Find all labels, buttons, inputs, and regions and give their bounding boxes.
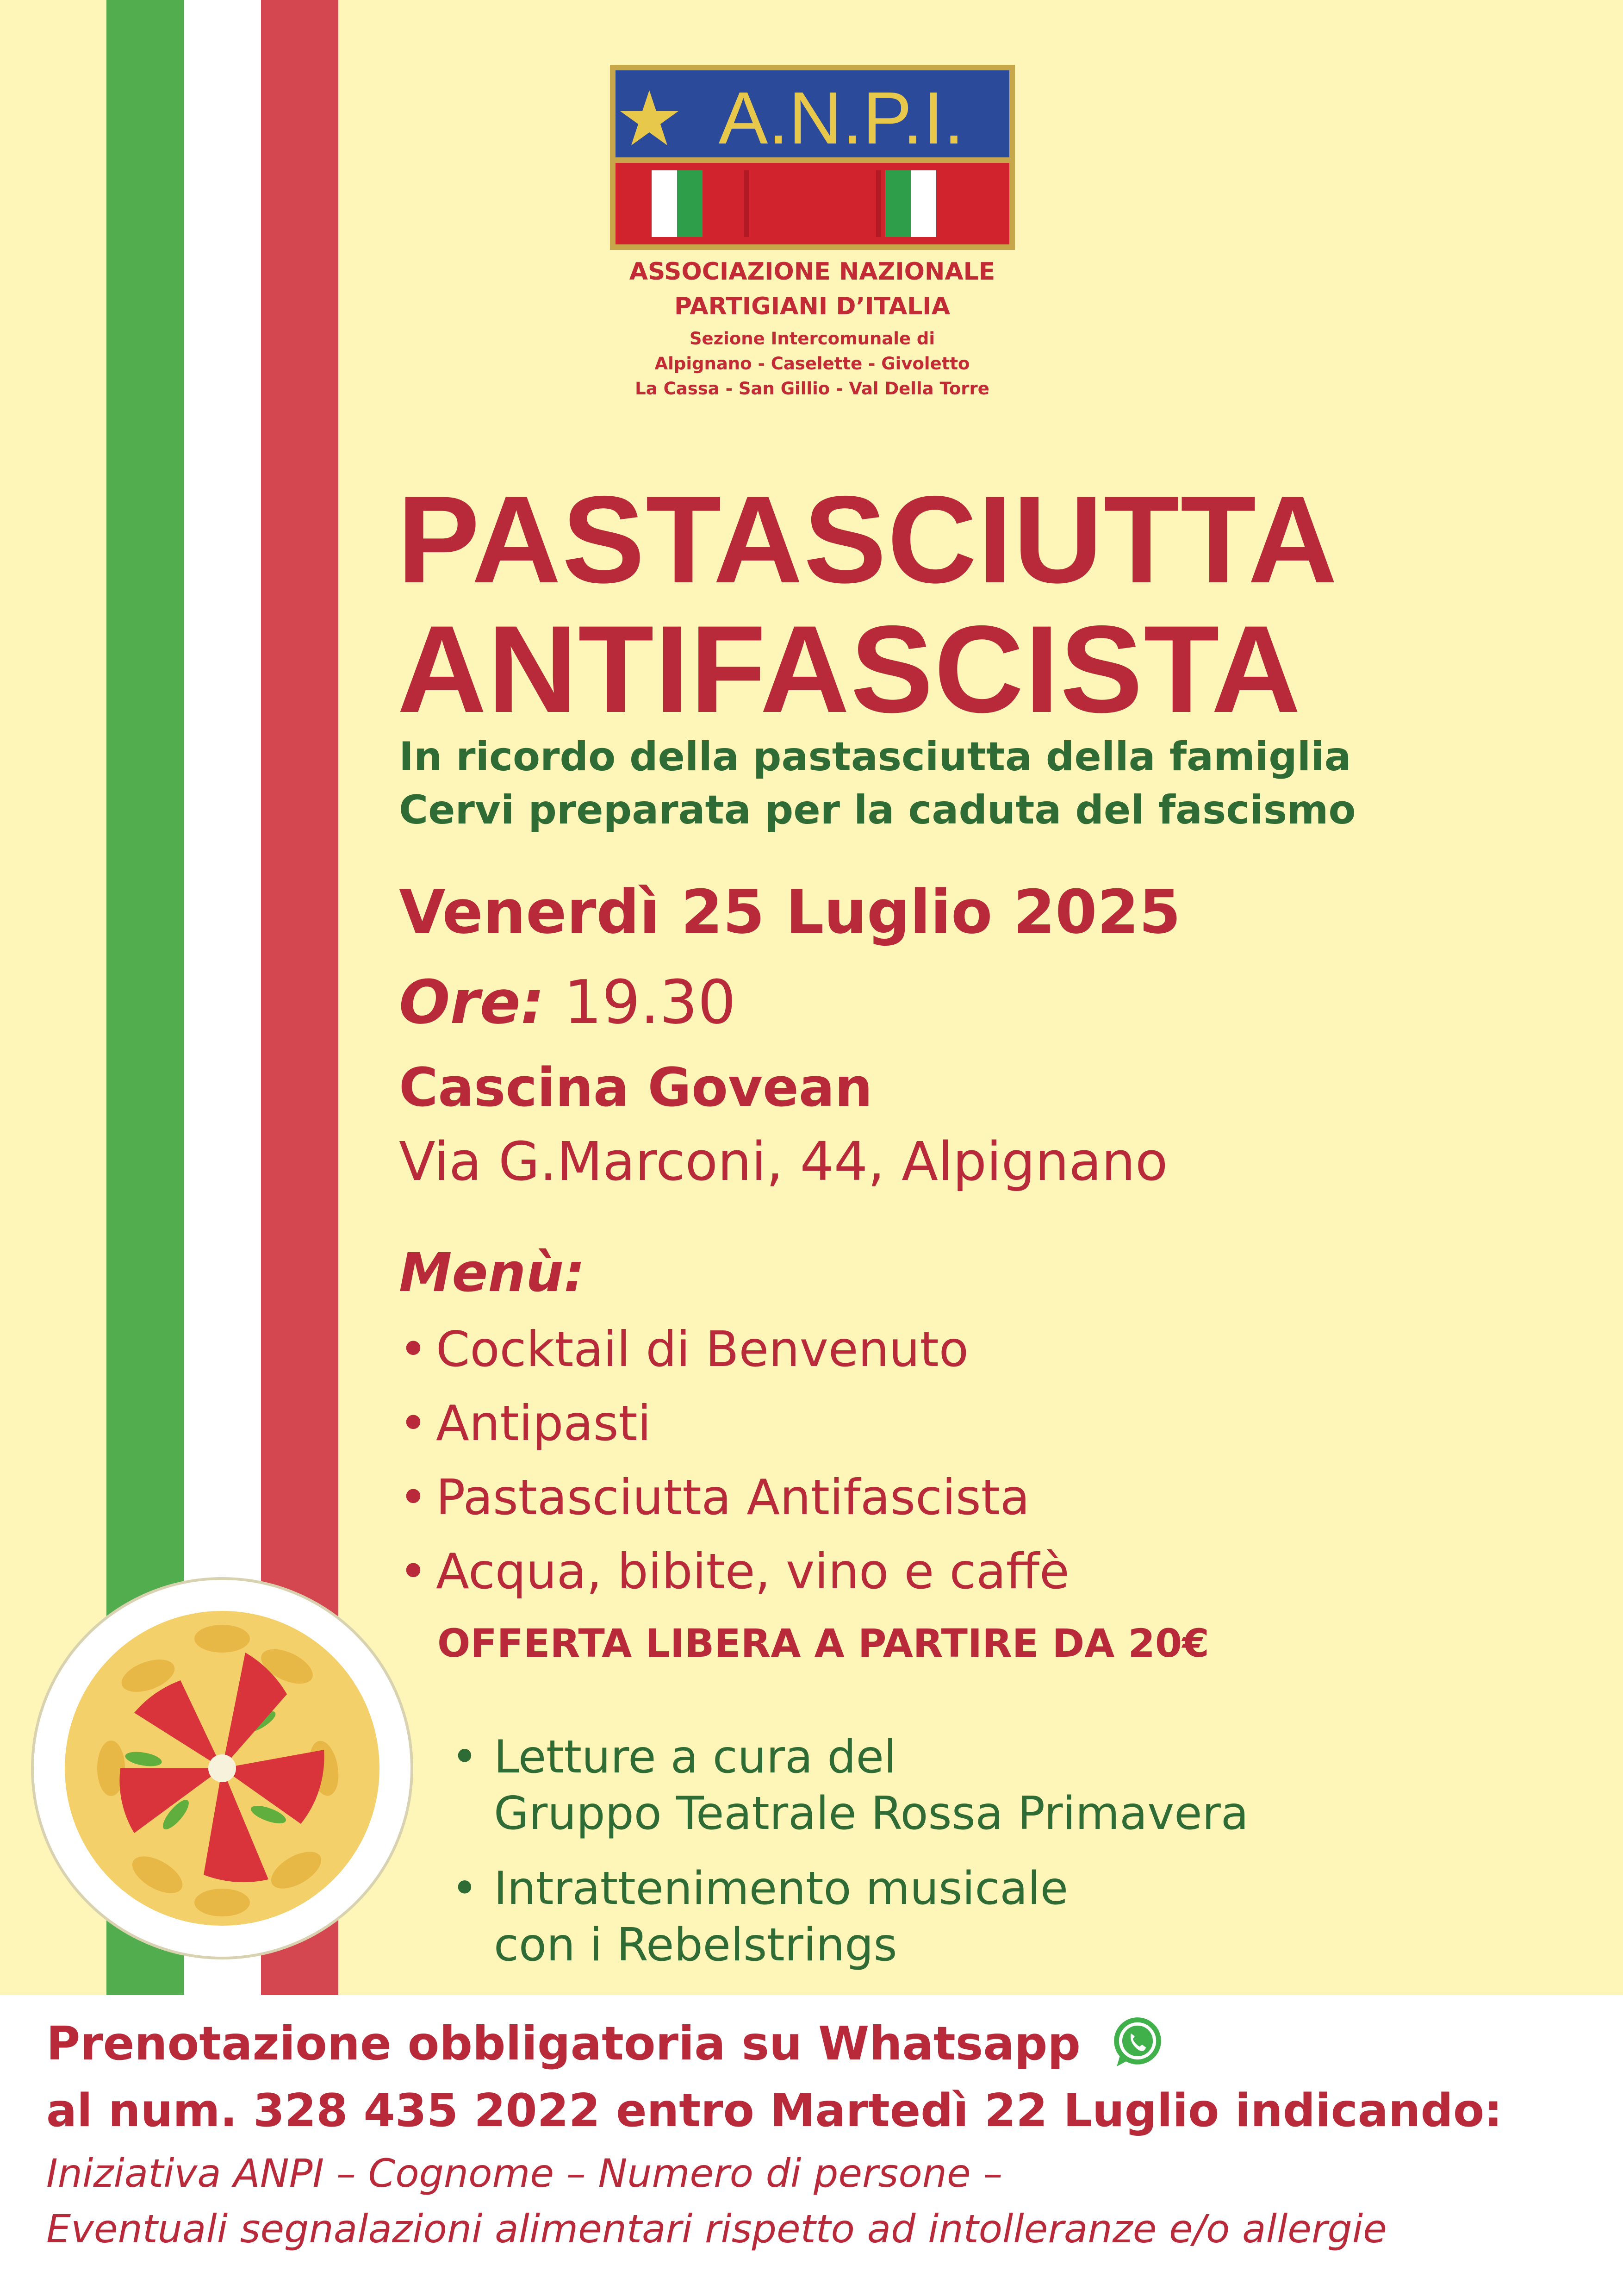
menu-heading: Menù: — [399, 1242, 585, 1304]
extra-item: • Intrattenimento musicale con i Rebelstrings — [451, 1862, 1068, 1972]
event-date: Venerdì 25 Luglio 2025 — [399, 877, 1181, 947]
price-offer: OFFERTA LIBERA A PARTIRE DA 20€ — [437, 1621, 1209, 1666]
menu-item: • Cocktail di Benvenuto — [399, 1321, 969, 1378]
menu-list — [399, 1312, 1070, 1609]
org-towns-line1: Alpignano - Caselette - Givoletto — [654, 354, 970, 374]
logo-text: A.N.P.I. — [718, 76, 964, 159]
org-name-line2: PARTIGIANI D’ITALIA — [674, 293, 951, 320]
menu-item: • Pastasciutta Antifascista — [399, 1469, 1030, 1526]
org-towns-line2: La Cassa - San Gillio - Val Della Torre — [635, 379, 989, 399]
anpi-logo — [610, 65, 1015, 250]
booking-details-line2: Eventuali segnalazioni alimentari rispetto ad intolleranze e/o allergie — [46, 2206, 1387, 2252]
extras-list — [451, 1729, 1249, 1992]
title-line2: ANTIFASCISTA — [397, 599, 1302, 738]
org-name-line1: ASSOCIAZIONE NAZIONALE — [629, 258, 995, 286]
booking-line2: al num. 328 435 2022 entro Martedì 22 Luglio indicando: — [46, 2084, 1503, 2137]
subtitle-line2: Cervi preparata per la caduta del fascismo — [399, 787, 1356, 833]
event-time — [399, 967, 736, 1037]
subtitle-line1: In ricordo della pastasciutta della famiglia — [399, 734, 1351, 780]
booking-details-line1: Iniziativa ANPI – Cognome – Numero di persone – — [46, 2151, 1003, 2196]
menu-item: • Antipasti — [399, 1395, 651, 1452]
extra-item: • Letture a cura del Gruppo Teatrale Rossa Primavera — [451, 1731, 1249, 1840]
pasta-plate-illustration — [28, 1574, 417, 1963]
event-address: Via G.Marconi, 44, Alpignano — [399, 1131, 1168, 1193]
org-section-label: Sezione Intercomunale di — [689, 329, 935, 349]
event-time-value: 19.30 — [544, 967, 736, 1037]
booking-line1: Prenotazione obbligatoria su Whatsapp — [46, 2016, 1081, 2071]
menu-item: • Acqua, bibite, vino e caffè — [399, 1543, 1070, 1600]
event-place: Cascina Govean — [399, 1057, 873, 1119]
whatsapp-icon — [1108, 2014, 1165, 2070]
title-line1: PASTASCIUTTA — [397, 470, 1338, 609]
event-time-label: Ore: — [399, 967, 545, 1037]
